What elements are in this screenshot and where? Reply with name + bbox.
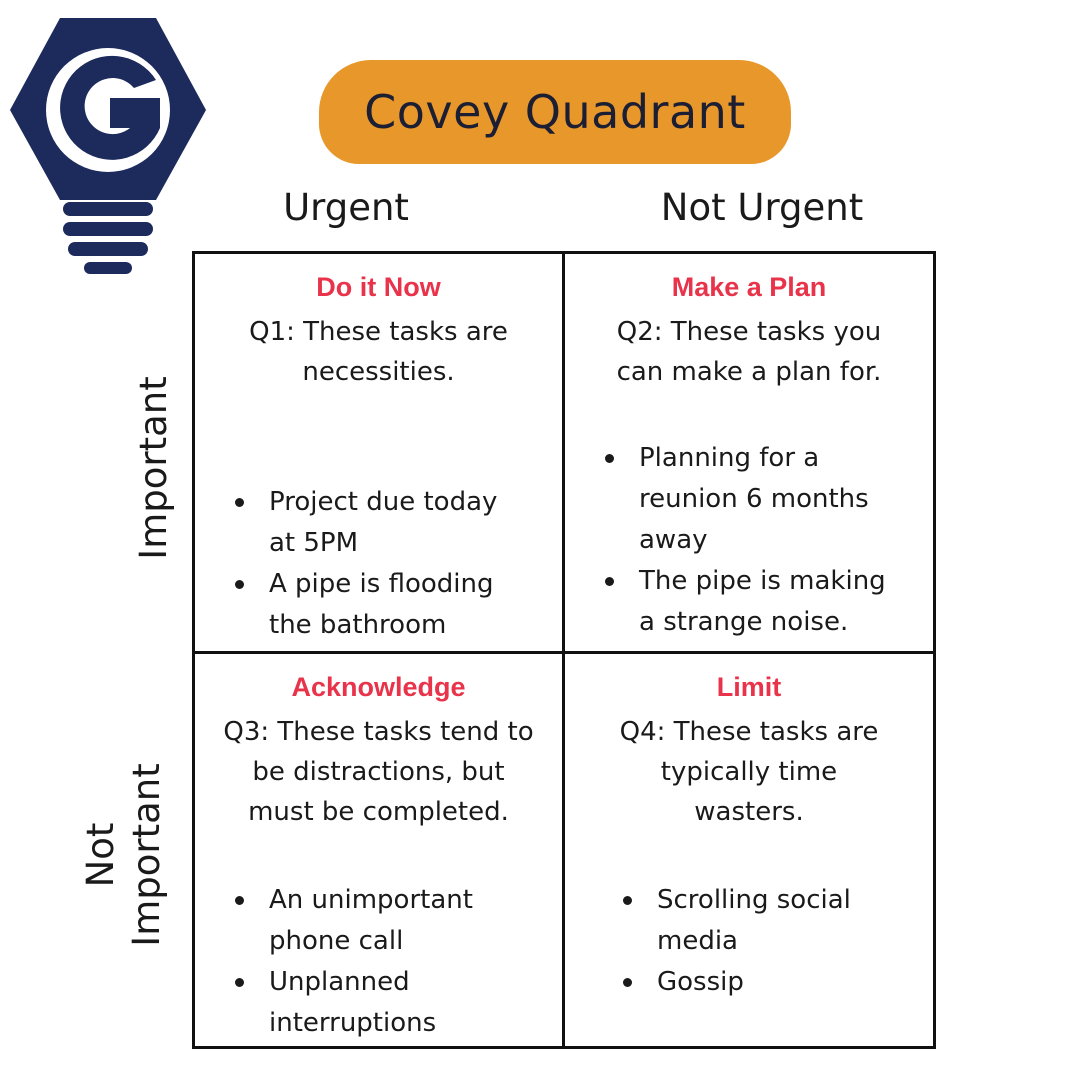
column-header-urgent: Urgent	[283, 186, 409, 229]
lightbulb-logo-icon	[6, 16, 210, 280]
task-list	[225, 482, 552, 646]
quadrant-description: Q4: These tasks are typically time wasters.	[619, 717, 879, 827]
task-item: Project due today at 5PM	[225, 482, 552, 564]
task-item: Scrolling social media	[613, 880, 923, 962]
quadrant-description: Q3: These tasks tend to be distractions, but must be completed.	[223, 717, 534, 827]
task-item: The pipe is making a strange noise.	[595, 561, 923, 643]
task-list	[595, 438, 923, 643]
task-item: A pipe is flooding the bathroom	[225, 564, 552, 646]
quadrant-title: Limit	[716, 672, 782, 702]
page-title: Covey Quadrant	[364, 85, 746, 139]
quadrant-title: Acknowledge	[291, 672, 466, 702]
column-header-not-urgent: Not Urgent	[660, 186, 864, 229]
quadrant-title: Do it Now	[316, 272, 441, 302]
quadrant-description: Q2: These tasks you can make a plan for.	[616, 317, 882, 387]
quadrant-q3	[195, 654, 565, 1046]
task-list	[613, 880, 923, 1003]
task-list	[225, 880, 552, 1044]
row-header-important: Important	[132, 376, 175, 560]
quadrant-description: Q1: These tasks are necessities.	[249, 317, 508, 387]
quadrant-q1	[195, 254, 565, 654]
quadrant-grid	[192, 251, 936, 1049]
row-header-not-important: Not Important	[79, 763, 168, 947]
quadrant-title: Make a Plan	[671, 272, 827, 302]
task-item: Unplanned interruptions	[225, 962, 552, 1044]
quadrant-q2	[565, 254, 933, 654]
task-item: Gossip	[613, 962, 923, 1003]
title-banner	[319, 60, 791, 164]
task-item: Planning for a reunion 6 months away	[595, 438, 923, 561]
task-item: An unimportant phone call	[225, 880, 552, 962]
quadrant-q4	[565, 654, 933, 1046]
